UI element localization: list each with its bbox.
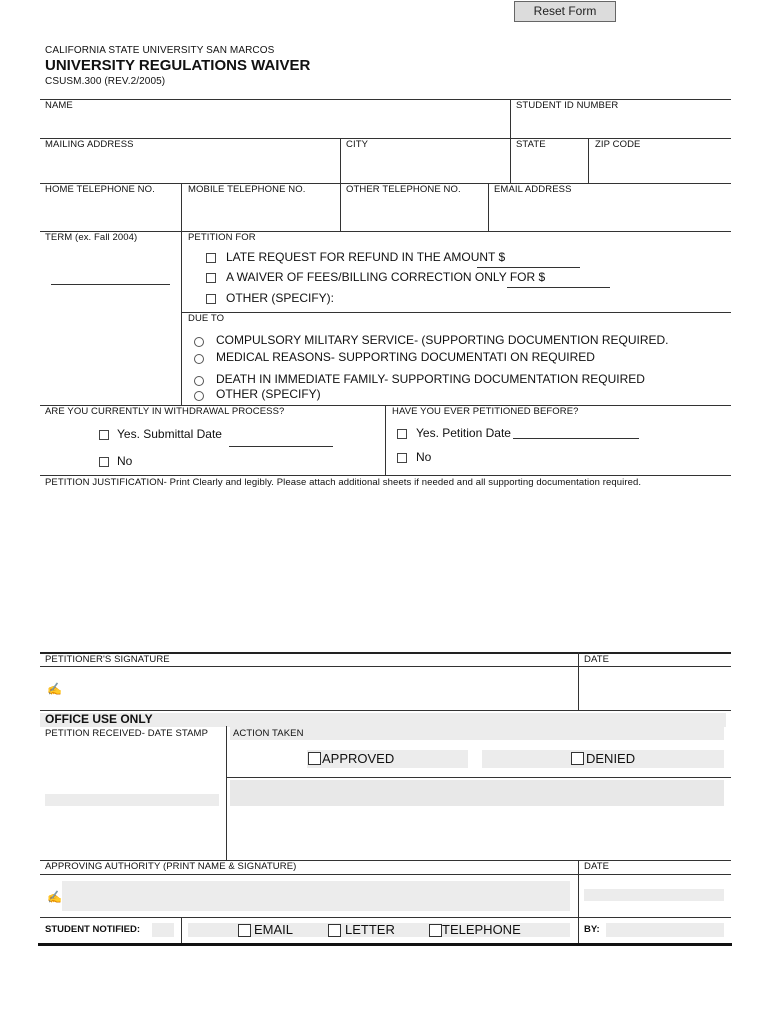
term-input-line[interactable] <box>51 284 170 285</box>
late-refund-checkbox[interactable] <box>206 253 216 263</box>
notified-by-label: BY: <box>584 924 600 935</box>
petitioner-date-field[interactable] <box>582 670 728 706</box>
notify-telephone-option: TELEPHONE <box>442 922 521 937</box>
military-service-radio[interactable] <box>194 337 204 347</box>
pen-icon: ✍ <box>47 682 62 696</box>
zip-code-field[interactable] <box>590 152 730 182</box>
notify-email-checkbox[interactable] <box>238 924 251 937</box>
email-field[interactable] <box>490 197 730 229</box>
date-stamp-label: PETITION RECEIVED- DATE STAMP <box>45 728 209 739</box>
justification-field[interactable] <box>41 490 730 650</box>
state-field[interactable] <box>512 152 586 182</box>
action-taken-label: ACTION TAKEN <box>233 728 304 739</box>
student-notified-label: STUDENT NOTIFIED: <box>45 924 140 935</box>
petition-for-label: PETITION FOR <box>188 232 256 243</box>
approving-authority-label: APPROVING AUTHORITY (PRINT NAME & SIGNATURE) <box>45 861 297 872</box>
fee-waiver-option: A WAIVER OF FEES/BILLING CORRECTION ONLY FOR $ <box>226 270 546 284</box>
withdrawal-question: ARE YOU CURRENTLY IN WITHDRAWAL PROCESS? <box>45 406 285 417</box>
medical-reasons-option: MEDICAL REASONS- SUPPORTING DOCUMENTATI ON REQUIRED <box>216 350 595 364</box>
withdrawal-no-checkbox[interactable] <box>99 457 109 467</box>
city-label: CITY <box>346 139 369 150</box>
date-stamp-field[interactable] <box>45 794 219 806</box>
justification-label: PETITION JUSTIFICATION- Print Clearly and legibly. Please attach additional sheets if needed and all supporting documentation required. <box>45 477 642 488</box>
petitioned-no-checkbox[interactable] <box>397 453 407 463</box>
mailing-address-field[interactable] <box>41 152 337 182</box>
denied-checkbox[interactable] <box>571 752 584 765</box>
petition-other-option: OTHER (SPECIFY): <box>226 291 335 305</box>
email-address-label: EMAIL ADDRESS <box>494 184 572 195</box>
home-phone-field[interactable] <box>41 197 179 229</box>
withdrawal-yes-option: Yes. Submittal Date <box>117 427 222 441</box>
approved-option: APPROVED <box>322 751 395 766</box>
other-phone-field[interactable] <box>342 197 486 229</box>
other-phone-label: OTHER TELEPHONE NO. <box>346 184 461 195</box>
withdrawal-no-option: No <box>117 454 133 468</box>
fee-waiver-checkbox[interactable] <box>206 273 216 283</box>
form-title: UNIVERSITY REGULATIONS WAIVER <box>45 57 311 74</box>
office-date-field[interactable] <box>584 889 724 901</box>
late-refund-option: LATE REQUEST FOR REFUND IN THE AMOUNT $ <box>226 250 506 264</box>
military-service-option: COMPULSORY MILITARY SERVICE- (SUPPORTING DOCUMENTION REQUIRED. <box>216 333 669 347</box>
reset-form-button[interactable]: Reset Form <box>514 1 616 22</box>
approving-authority-field[interactable] <box>62 881 570 911</box>
due-to-label: DUE TO <box>188 313 225 324</box>
due-to-other-option: OTHER (SPECIFY) <box>216 387 321 401</box>
form-code: CSUSM.300 (REV.2/2005) <box>45 76 166 87</box>
petitioned-yes-checkbox[interactable] <box>397 429 407 439</box>
fee-waiver-amount-line[interactable] <box>507 287 610 288</box>
petitioned-yes-option: Yes. Petition Date <box>416 426 511 440</box>
zip-code-label: ZIP CODE <box>595 139 641 150</box>
medical-reasons-radio[interactable] <box>194 354 204 364</box>
home-phone-label: HOME TELEPHONE NO. <box>45 184 155 195</box>
term-label: TERM (ex. Fall 2004) <box>45 232 138 243</box>
denied-option: DENIED <box>586 751 636 766</box>
state-label: STATE <box>516 139 546 150</box>
institution-name: CALIFORNIA STATE UNIVERSITY SAN MARCOS <box>45 45 275 56</box>
notified-by-field[interactable] <box>606 923 724 937</box>
student-id-label: STUDENT ID NUMBER <box>516 100 619 111</box>
due-to-other-radio[interactable] <box>194 391 204 401</box>
name-field[interactable] <box>41 112 507 137</box>
office-date-label: DATE <box>584 861 610 872</box>
mobile-phone-label: MOBILE TELEPHONE NO. <box>188 184 306 195</box>
notify-letter-checkbox[interactable] <box>328 924 341 937</box>
name-label: NAME <box>45 100 73 111</box>
withdrawal-yes-checkbox[interactable] <box>99 430 109 440</box>
office-use-heading: OFFICE USE ONLY <box>45 712 153 726</box>
notify-email-option: EMAIL <box>254 922 294 937</box>
student-id-field[interactable] <box>512 112 730 137</box>
notify-letter-option: LETTER <box>345 922 395 937</box>
petition-date-label: DATE <box>584 654 610 665</box>
pen-icon: ✍ <box>47 890 62 904</box>
notify-telephone-checkbox[interactable] <box>429 924 442 937</box>
mailing-address-label: MAILING ADDRESS <box>45 139 134 150</box>
reason-field[interactable] <box>230 780 724 806</box>
petition-date-line[interactable] <box>513 438 639 439</box>
mobile-phone-field[interactable] <box>183 197 338 229</box>
refund-amount-line[interactable] <box>477 267 580 268</box>
petitioned-no-option: No <box>416 450 432 464</box>
death-in-family-option: DEATH IN IMMEDIATE FAMILY- SUPPORTING DOCUMENTATION REQUIRED <box>216 372 645 386</box>
petition-other-checkbox[interactable] <box>206 294 216 304</box>
petitioned-before-question: HAVE YOU EVER PETITIONED BEFORE? <box>392 406 579 417</box>
city-field[interactable] <box>342 152 508 182</box>
submittal-date-line[interactable] <box>229 446 333 447</box>
approved-checkbox[interactable] <box>308 752 321 765</box>
petitioner-signature-label: PETITIONER'S SIGNATURE <box>45 654 170 665</box>
death-in-family-radio[interactable] <box>194 376 204 386</box>
petitioner-signature-field[interactable] <box>62 670 574 706</box>
